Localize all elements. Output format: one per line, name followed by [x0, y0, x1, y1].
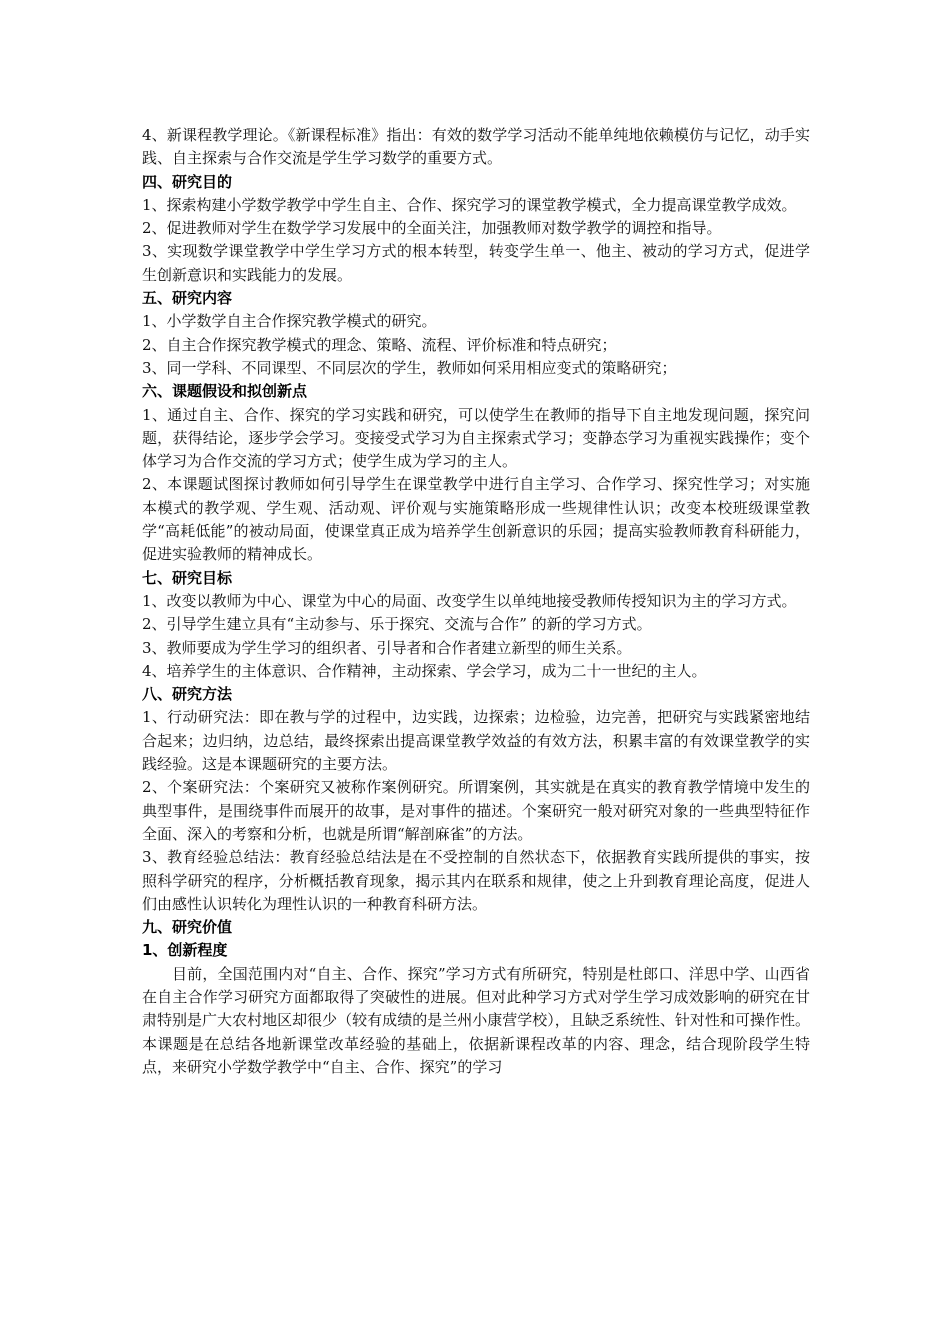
section-8-heading: 八、研究方法 — [142, 685, 233, 704]
section-6-heading: 六、课题假设和拟创新点 — [142, 382, 308, 401]
section-9-sub1-body: 目前，全国范围内对“自主、合作、探究”学习方式有所研究，特别是杜郎口、洋思中学、山西省在自主合作学习研究方面都取得了突破性的进展。但对此种学习方式对学生学习成效影响的研究在甘肃特别是广大农村地区却很少（较有成绩的是兰州小康营学校），且缺乏系统性、针对性和可操作性。本课题是在总结各地新课堂改革经验的基础上，依据新课程改革的内容、理念，结合现阶段学生特点，来研究小学数学教学中“自主、合作、探究”的学习 — [142, 964, 810, 1076]
section-5-item-1: 1、小学数学自主合作探究教学模式的研究。 — [142, 312, 437, 331]
section-5-item-3: 3、同一学科、不同课型、不同层次的学生，教师如何采用相应变式的策略研究； — [142, 358, 677, 377]
section-5-heading: 五、研究内容 — [142, 289, 233, 308]
section-7-item-1: 1、改变以教师为中心、课堂为中心的局面、改变学生以单纯地接受教师传授知识为主的学习方式。 — [142, 591, 797, 610]
section-6-item-2: 2、本课题试图探讨教师如何引导学生在课堂教学中进行自主学习、合作学习、探究性学习；对实施本模式的教学观、学生观、活动观、评价观与实施策略形成一些规律性认识；改变本校班级课堂教学“高耗低能”的被动局面，使课堂真正成为培养学生创新意识的乐园；提高实验教师教育科研能力，促进实验教师的精神成长。 — [142, 475, 810, 564]
section-7-item-2: 2、引导学生建立具有“主动参与、乐于探究、交流与合作” 的新的学习方式。 — [142, 615, 652, 634]
section-8-item-2: 2、个案研究法：个案研究又被称作案例研究。所谓案例，其实就是在真实的教育教学情境中发生的典型事件，是围绕事件而展开的故事，是对事件的描述。个案研究一般对研究对象的一些典型特征作全面、深入的考察和分析，也就是所谓“解剖麻雀”的方法。 — [142, 778, 810, 843]
section-7-item-4: 4、培养学生的主体意识、合作精神，主动探索、学会学习，成为二十一世纪的主人。 — [142, 661, 707, 680]
section-6-item-1: 1、通过自主、合作、探究的学习实践和研究，可以使学生在教师的指导下自主地发现问题，探究问题，获得结论，逐步学会学习。变接受式学习为自主探索式学习；变静态学习为重视实践操作；变个体学习为合作交流的学习方式；使学生成为学习的主人。 — [142, 405, 810, 471]
section-4-item-2: 2、促进教师对学生在数学学习发展中的全面关注，加强教师对数学教学的调控和指导。 — [142, 219, 722, 238]
section-8-item-1: 1、行动研究法：即在教与学的过程中，边实践，边探索；边检验，边完善，把研究与实践紧密地结合起来；边归纳，边总结，最终探索出提高课堂教学效益的有效方法，积累丰富的有效课堂教学的实践经验。这是本课题研究的主要方法。 — [142, 708, 810, 774]
section-5-item-2: 2、自主合作探究教学模式的理念、策略、流程、评价标准和特点研究； — [142, 335, 617, 354]
section-7-item-3: 3、教师要成为学生学习的组织者、引导者和合作者建立新型的师生关系。 — [142, 638, 632, 657]
section-8-item-3: 3、教育经验总结法：教育经验总结法是在不受控制的自然状态下，依据教育实践所提供的事实，按照科学研究的程序，分析概括教育现象，揭示其内在联系和规律，使之上升到教育理论高度，促进人们由感性认识转化为理性认识的一种教育科研方法。 — [142, 848, 810, 913]
document-page — [142, 124, 810, 1079]
section-4-heading: 四、研究目的 — [142, 172, 233, 191]
intro-paragraph-4: 4、新课程教学理论。《新课程标准》指出：有效的数学学习活动不能单纯地依赖模仿与记忆，动手实践、自主探索与合作交流是学生学习数学的重要方式。 — [142, 126, 810, 168]
section-9-heading: 九、研究价值 — [142, 918, 233, 937]
section-7-heading: 七、研究目标 — [142, 568, 233, 587]
section-9-subheading-1: 1、创新程度 — [142, 941, 228, 960]
section-4-item-1: 1、探索构建小学数学教学中学生自主、合作、探究学习的课堂教学模式，全力提高课堂教学成效。 — [142, 195, 797, 214]
section-4-item-3: 3、实现数学课堂教学中学生学习方式的根本转型，转变学生单一、他主、被动的学习方式，促进学生创新意识和实践能力的发展。 — [142, 242, 810, 284]
